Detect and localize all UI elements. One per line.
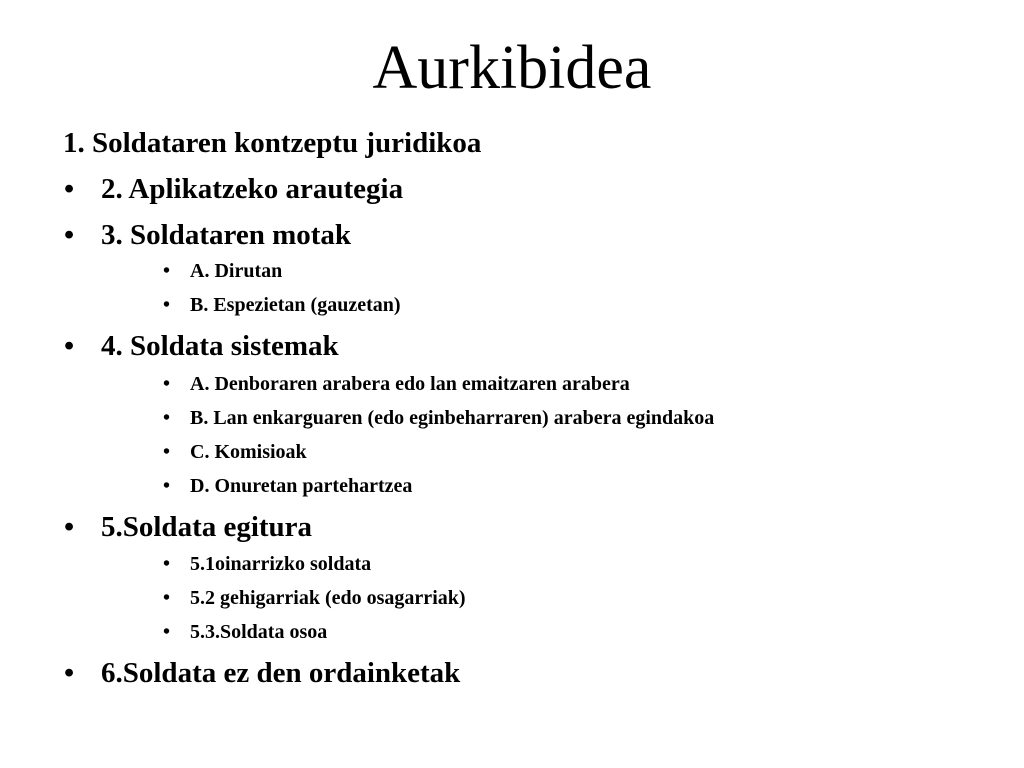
bullet-icon: • [163, 587, 171, 609]
outline-subitem-5b: 5.2 gehigarriak (edo osagarriak) [190, 587, 466, 609]
slide-title: Aurkibidea [372, 34, 652, 102]
outline-subitem-5a: 5.1oinarrizko soldata [190, 553, 372, 575]
bullet-icon: • [64, 173, 75, 205]
outline-subitem-3b: B. Espezietan (gauzetan) [190, 294, 401, 316]
outline-subitem-4c: C. Komisioak [190, 441, 307, 463]
outline-item-5: 5.Soldata egitura [101, 511, 313, 543]
bullet-icon: • [64, 511, 75, 543]
bullet-icon: • [64, 657, 75, 689]
bullet-icon: • [163, 260, 171, 282]
outline-subitem-4b: B. Lan enkarguaren (edo eginbeharraren) arabera egindakoa [190, 407, 715, 429]
bullet-icon: • [64, 330, 75, 362]
bullet-icon: • [163, 294, 171, 316]
outline-item-3: 3. Soldataren motak [101, 219, 352, 251]
outline-subitem-3a: A. Dirutan [190, 260, 283, 282]
outline-subitem-4d: D. Onuretan partehartzea [190, 475, 413, 497]
bullet-icon: • [163, 407, 171, 429]
bullet-icon: • [163, 475, 171, 497]
outline-subitem-5c: 5.3.Soldata osoa [190, 621, 328, 643]
outline-subitem-4a: A. Denboraren arabera edo lan emaitzaren arabera [190, 373, 630, 395]
bullet-icon: • [64, 219, 75, 251]
bullet-icon: • [163, 553, 171, 575]
outline-item-1: 1. Soldataren kontzeptu juridikoa [63, 127, 482, 159]
outline-item-4: 4. Soldata sistemak [101, 330, 339, 362]
bullet-icon: • [163, 621, 171, 643]
outline-item-2: 2. Aplikatzeko arautegia [101, 173, 404, 205]
bullet-icon: • [163, 441, 171, 463]
bullet-icon: • [163, 373, 171, 395]
outline-item-6: 6.Soldata ez den ordainketak [101, 657, 461, 689]
